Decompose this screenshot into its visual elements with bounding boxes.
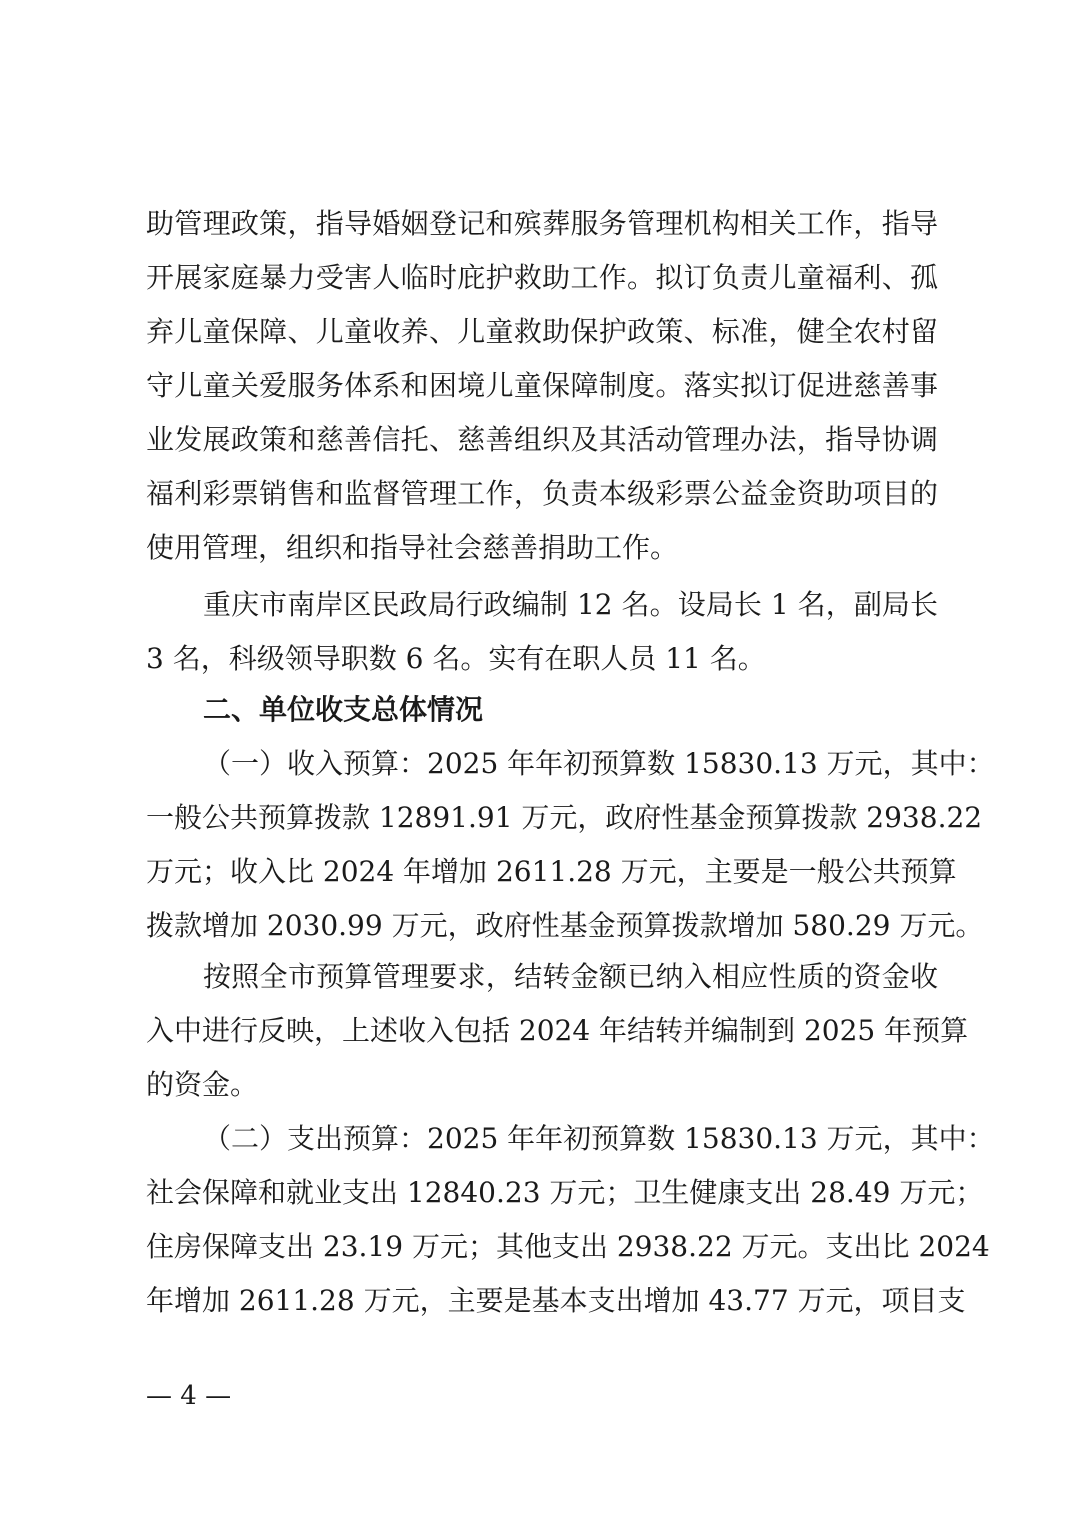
text-line: 社会保障和就业支出 12840.23 万元；卫生健康支出 28.49 万元；: [146, 1176, 984, 1209]
text-line: 使用管理，组织和指导社会慈善捐助工作。: [146, 531, 679, 564]
text-line: 拨款增加 2030.99 万元，政府性基金预算拨款增加 580.29 万元。: [146, 909, 984, 942]
text-line: （二）支出预算：2025 年年初预算数 15830.13 万元，其中：: [203, 1122, 995, 1155]
text-line: 弃儿童保障、儿童收养、儿童救助保护政策、标准，健全农村留: [146, 315, 938, 348]
section-heading: 二、单位收支总体情况: [203, 693, 484, 726]
text-line: 助管理政策，指导婚姻登记和殡葬服务管理机构相关工作，指导: [146, 207, 938, 240]
text-line: 按照全市预算管理要求，结转金额已纳入相应性质的资金收: [203, 960, 938, 993]
text-line: 万元；收入比 2024 年增加 2611.28 万元，主要是一般公共预算: [146, 855, 957, 888]
text-line: 3 名，科级领导职数 6 名。实有在职人员 11 名。: [146, 642, 766, 675]
text-line: 重庆市南岸区民政局行政编制 12 名。设局长 1 名，副局长: [203, 588, 938, 621]
text-line: 守儿童关爱服务体系和困境儿童保障制度。落实拟订促进慈善事: [146, 369, 938, 402]
text-line: （一）收入预算：2025 年年初预算数 15830.13 万元，其中：: [203, 747, 995, 780]
text-line: 福利彩票销售和监督管理工作，负责本级彩票公益金资助项目的: [146, 477, 938, 510]
text-line: 一般公共预算拨款 12891.91 万元，政府性基金预算拨款 2938.22: [146, 801, 983, 834]
text-line: 住房保障支出 23.19 万元；其他支出 2938.22 万元。支出比 2024: [146, 1230, 990, 1263]
text-line: 开展家庭暴力受害人临时庇护救助工作。拟订负责儿童福利、孤: [146, 261, 938, 294]
text-line: 的资金。: [146, 1068, 259, 1101]
text-line: 入中进行反映，上述收入包括 2024 年结转并编制到 2025 年预算: [146, 1014, 969, 1047]
text-line: 年增加 2611.28 万元，主要是基本支出增加 43.77 万元，项目支: [146, 1284, 966, 1317]
page-number: — 4 —: [146, 1381, 232, 1411]
text-line: 业发展政策和慈善信托、慈善组织及其活动管理办法，指导协调: [146, 423, 938, 456]
